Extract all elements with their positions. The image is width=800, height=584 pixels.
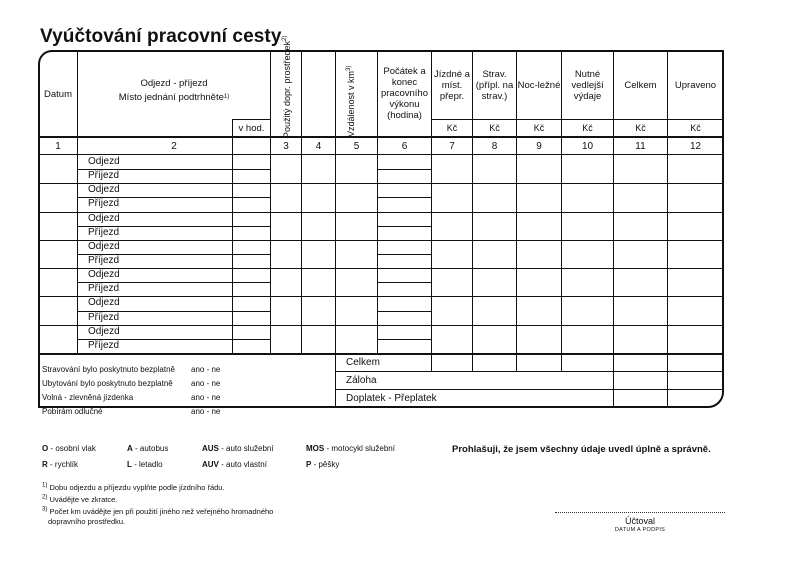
col-number: 3 [283, 141, 289, 152]
summary-line [335, 389, 723, 390]
row-pair-line [431, 268, 724, 269]
note-strav: Stravování bylo poskytnuto bezplatně [42, 365, 175, 374]
col-line [301, 50, 302, 354]
col-header-misto: Místo jednání podtrhněte 1) [118, 91, 230, 103]
numbers-divider [38, 154, 724, 155]
col-number: 5 [353, 141, 360, 152]
summary-line [335, 371, 723, 372]
legend-item: P - pěšky [306, 460, 340, 469]
summary-zaloha: Záloha [346, 375, 377, 386]
row-line [377, 212, 432, 213]
row-label: Příjezd [88, 226, 120, 238]
misto-label: Místo jednání podtrhněte [118, 91, 224, 103]
col-number: 7 [449, 141, 455, 152]
row-pair-line [38, 296, 78, 297]
currency-label: Kč [582, 123, 593, 133]
row-label: Příjezd [88, 255, 120, 266]
row-pair-line [431, 325, 724, 326]
col-header-nocl: Noc-ležné [517, 79, 561, 91]
row-line [77, 268, 271, 269]
row-line [377, 311, 432, 312]
note-jizdenka-choice[interactable]: ano - ne [191, 393, 221, 402]
row-line [77, 325, 271, 326]
row-pair-line [431, 183, 724, 184]
row-line [377, 183, 432, 184]
col-number: 11 [635, 141, 646, 152]
col-number: 2 [171, 141, 177, 152]
col-number: 6 [401, 141, 408, 152]
row-pair-line [38, 212, 78, 213]
col-number: 10 [581, 141, 594, 152]
currency-label: Kč [635, 123, 646, 133]
dopr-label: Použitý dopr. prostředek [282, 40, 292, 138]
header-divider [38, 136, 724, 138]
col-number: 1 [55, 141, 61, 152]
row-line [77, 183, 271, 184]
row-line [77, 339, 271, 340]
summary-col-line [613, 372, 614, 408]
col-number: 12 [689, 141, 702, 152]
footnote-ref: 3) [346, 65, 352, 71]
col-header-pocatek: Počátek a konec pracovního výkonu (hodina) [380, 65, 428, 121]
note-odlucne-choice[interactable]: ano - ne [191, 407, 221, 416]
row-label: Příjezd [88, 311, 120, 323]
col-number: 9 [536, 141, 542, 152]
row-label: Příjezd [88, 170, 120, 182]
summary-col-line [667, 372, 668, 408]
row-line [377, 325, 432, 326]
row-line [377, 268, 432, 269]
row-label: Odjezd [88, 184, 120, 196]
note-odlucne: Pobírám odlučné [42, 407, 103, 416]
row-label: Příjezd [88, 198, 120, 210]
row-line [377, 240, 432, 241]
row-label: Příjezd [88, 283, 120, 295]
currency-label: Kč [690, 123, 701, 133]
col-line [232, 119, 233, 354]
footnote: $^{3)}$ Počet km uvádějte jen při použití jiného než veřejného hromadného [42, 506, 274, 516]
summary-celkem: Celkem [346, 357, 380, 368]
col-header-odjezd: Odjezd - příjezd [140, 77, 208, 89]
row-pair-line [270, 183, 378, 184]
row-line [377, 254, 432, 255]
row-line [77, 169, 271, 170]
col-header-celkem: Celkem [624, 79, 657, 91]
body-bottom-line [38, 353, 724, 355]
currency-label: Kč [489, 123, 500, 133]
row-line [377, 339, 432, 340]
row-label: Odjezd [88, 297, 120, 309]
legend-item: A - autobus [127, 444, 169, 453]
page-title: Vyúčtování pracovní cesty [40, 26, 282, 47]
legend-item: MOS - motocykl služební [306, 444, 395, 453]
legend-item: R - rychlík [42, 460, 79, 469]
col-header-vzdalenost [346, 57, 356, 137]
currency-label: Kč [533, 123, 545, 133]
legend-item: AUV - auto vlastní [202, 460, 267, 469]
footnote-ref: 2) [282, 35, 288, 41]
row-label: Odjezd [88, 240, 120, 252]
signature-sub: DATUM A PODPIS [614, 527, 666, 533]
row-line [77, 296, 271, 297]
col-header-dopr [282, 35, 292, 138]
row-label: Odjezd [88, 156, 120, 167]
col-header-strav: Strav. (přípl. na strav.) [475, 68, 514, 102]
row-line [77, 240, 271, 241]
note-ubyt: Ubytování bylo poskytnuto bezplatně [42, 379, 173, 388]
col-number: 8 [491, 141, 498, 152]
row-pair-line [38, 183, 78, 184]
note-jizdenka: Volná - zlevněná jízdenka [42, 393, 134, 402]
note-strav-choice[interactable]: ano - ne [191, 365, 221, 374]
row-line [377, 197, 432, 198]
currency-label: Kč [446, 123, 458, 133]
row-pair-line [38, 240, 78, 241]
row-line [77, 212, 271, 213]
col-header-vhod: v hod. [238, 122, 265, 134]
row-line [77, 226, 271, 227]
col-header-datum: Datum [44, 88, 72, 100]
row-pair-line [38, 325, 78, 326]
row-pair-line [270, 268, 378, 269]
row-pair-line [270, 325, 378, 326]
row-pair-line [270, 296, 378, 297]
signature-line[interactable] [555, 512, 725, 513]
row-line [377, 169, 432, 170]
row-pair-line [270, 240, 378, 241]
row-line [77, 282, 271, 283]
row-label: Odjezd [88, 212, 120, 224]
note-ubyt-choice[interactable]: ano - ne [191, 379, 221, 388]
footnote: $^{2)}$ Uvádějte ve zkratce. [42, 494, 118, 504]
row-line [77, 311, 271, 312]
col-header-nutne: Nutné vedlejší výdaje [571, 68, 604, 102]
row-pair-line [270, 212, 378, 213]
summary-doplatek: Doplatek - Přeplatek [346, 393, 437, 404]
col-line [270, 50, 271, 354]
col-header-upraveno: Upraveno [674, 79, 717, 91]
signature-label: Účtoval [624, 516, 655, 526]
vzdalenost-label: Vzdálenost v km [346, 70, 356, 137]
legend-item: L - letadlo [127, 460, 163, 469]
legend-item: O - osobní vlak [42, 444, 96, 453]
kc-divider [431, 119, 723, 120]
row-line [77, 254, 271, 255]
declaration: Prohlašuji, že jsem všechny údaje uvedl úplně a správně. [452, 444, 711, 455]
row-pair-line [431, 212, 724, 213]
row-pair-line [38, 268, 78, 269]
row-line [377, 282, 432, 283]
row-line [377, 296, 432, 297]
col-header-jizdne: Jízdné a míst. přepr. [434, 68, 470, 102]
legend-item: AUS - auto služební [202, 444, 274, 453]
row-label: Příjezd [88, 339, 120, 351]
row-line [377, 226, 432, 227]
row-line [77, 197, 271, 198]
row-pair-line [431, 296, 724, 297]
row-label: Odjezd [88, 325, 120, 337]
row-pair-line [431, 240, 724, 241]
footnote: $^{1)}$ Dobu odjezdu a příjezdu vyplňte podle jízdního řádu. [42, 482, 225, 492]
col-number: 4 [315, 141, 322, 152]
footnote: dopravního prostředku. [48, 517, 126, 526]
row-label: Odjezd [88, 269, 120, 281]
